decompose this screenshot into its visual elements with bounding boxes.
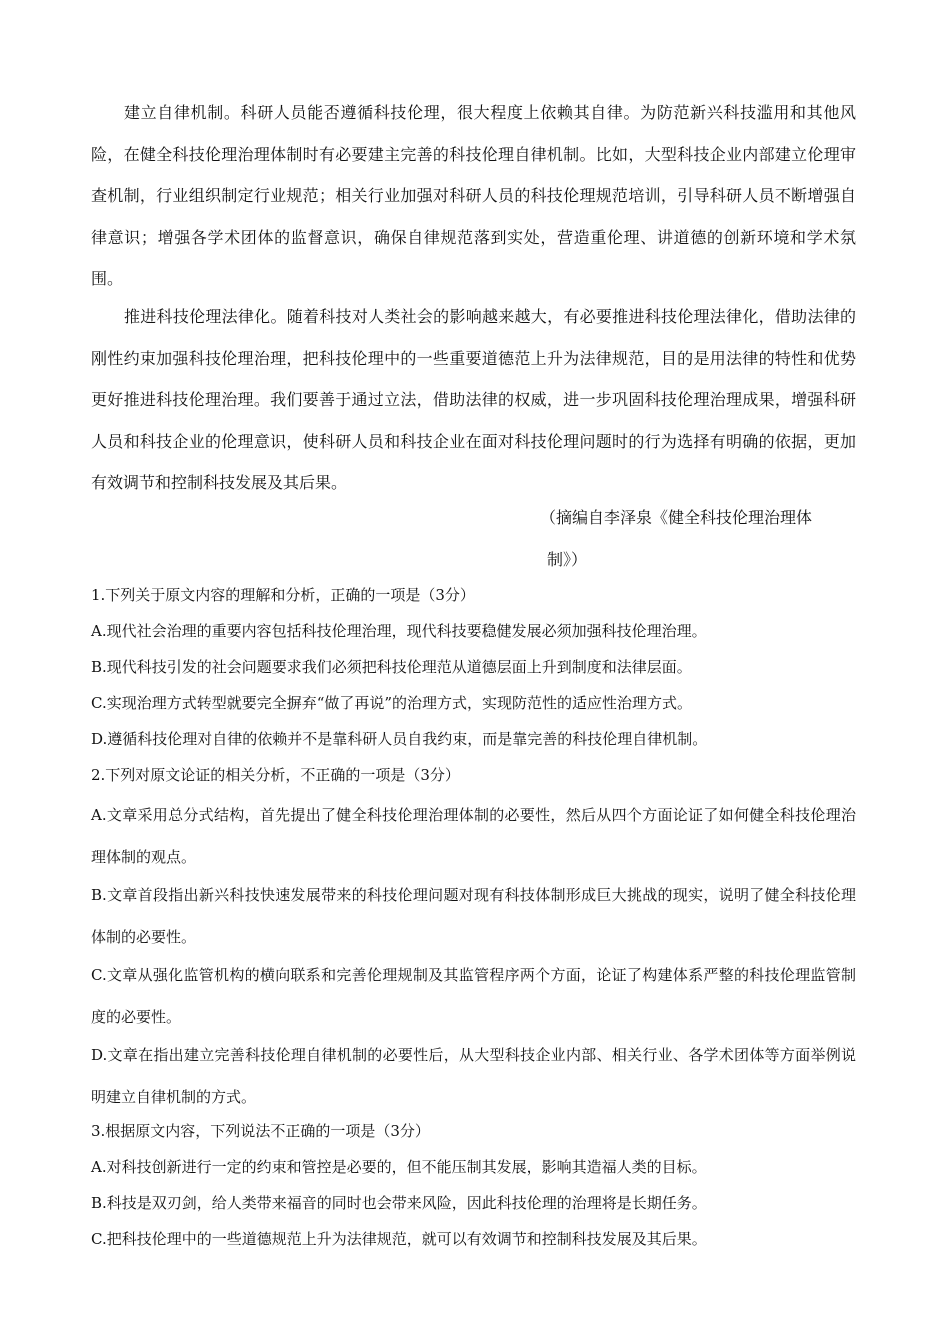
question-2-option-d: D.文章在指出建立完善科技伦理自律机制的必要性后，从大型科技企业内部、相关行业、各学术团体等方面举例说明建立自律机制的方式。: [91, 1046, 856, 1106]
passage-paragraph-self-discipline: 建立自律机制。科研人员能否遵循科技伦理，很大程度上依赖其自律。为防范新兴科技滥用和其他风险，在健全科技伦理治理体制时有必要建主完善的科技伦理自律机制。比如，大型科技企业内部建立伦理审查机制，行业组织制定行业规范；相关行业加强对科研人员的科技伦理规范培训，引导科研人员不断增强自律意识；增强各学术团体的监督意识，确保自律规范落到实处，营造重伦理、讲道德的创新环境和学术氛围。: [91, 103, 856, 288]
source-citation-line1: （摘编自李泽泉《健全科技伦理治理体: [540, 508, 813, 527]
question-1-option-b: B.现代科技引发的社会问题要求我们必须把科技伦理范从道德层面上升到制度和法律层面。: [91, 658, 692, 676]
question-2-option-b: B.文章首段指出新兴科技快速发展带来的科技伦理问题对现有科技体制形成巨大挑战的现实，说明了健全科技伦理体制的必要性。: [91, 886, 856, 946]
question-2-option-c: C.文章从强化监管机构的横向联系和完善伦理规制及其监管程序两个方面，论证了构建体系严整的科技伦理监管制度的必要性。: [91, 966, 856, 1026]
question-2-option-a: A.文章采用总分式结构，首先提出了健全科技伦理治理体制的必要性，然后从四个方面论证了如何健全科技伦理治理体制的观点。: [91, 806, 856, 866]
question-3-stem: 3.根据原文内容，下列说法不正确的一项是（3分）: [91, 1122, 430, 1140]
question-1-stem: 1.下列关于原文内容的理解和分析，正确的一项是（3分）: [91, 586, 475, 604]
question-2-stem: 2.下列对原文论证的相关分析，不正确的一项是（3分）: [91, 766, 460, 784]
question-1-option-c: C.实现治理方式转型就要完全摒弃“做了再说”的治理方式，实现防范性的适应性治理方式。: [91, 694, 693, 712]
questions-section: [91, 577, 856, 1257]
question-3-option-a: A.对科技创新进行一定的约束和管控是必要的，但不能压制其发展，影响其造福人类的目标。: [91, 1158, 707, 1176]
source-citation-line2: 制》）: [547, 549, 588, 569]
question-3-option-c: C.把科技伦理中的一些道德规范上升为法律规范，就可以有效调节和控制科技发展及其后果。: [91, 1230, 707, 1248]
passage-paragraph-legalization: 推进科技伦理法律化。随着科技对人类社会的影响越来越大，有必要推进科技伦理法律化，借助法律的刚性约束加强科技伦理治理，把科技伦理中的一些重要道德范上升为法律规范，目的是用法律的特性和优势更好推进科技伦理治理。我们要善于通过立法，借助法律的权威，进一步巩固科技伦理治理成果，增强科研人员和科技企业的伦理意识，使科研人员和科技企业在面对科技伦理问题时的行为选择有明确的依据，更加有效调节和控制科技发展及其后果。: [91, 307, 856, 492]
source-citation: [540, 497, 840, 580]
question-3-option-b: B.科技是双刃剑，给人类带来福音的同时也会带来风险，因此科技伦理的治理将是长期任务。: [91, 1194, 707, 1212]
question-1-option-d: D.遵循科技伦理对自律的依赖并不是靠科研人员自我约束，而是靠完善的科技伦理自律机制。: [91, 730, 708, 748]
question-1-option-a: A.现代社会治理的重要内容包括科技伦理治理，现代科技要稳健发展必须加强科技伦理治理。: [91, 622, 707, 640]
